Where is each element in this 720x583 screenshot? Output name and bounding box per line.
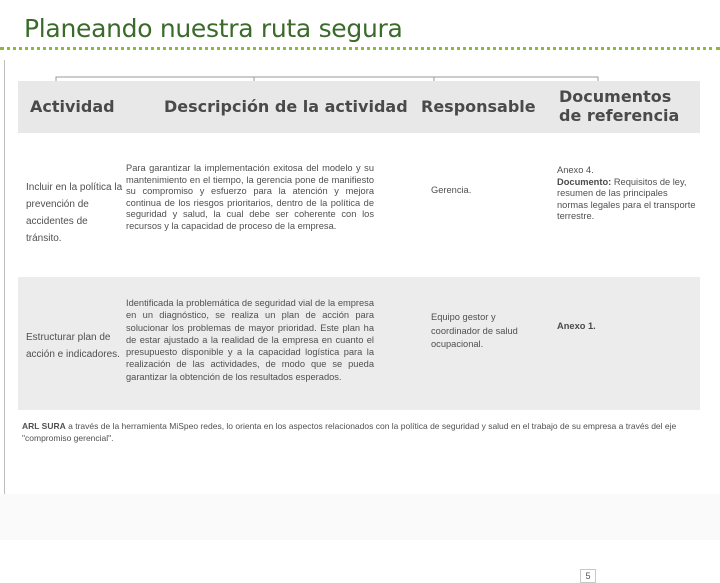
header-documentos	[559, 87, 699, 125]
header-responsable: Responsable	[421, 97, 536, 116]
descripcion-cell: Para garantizar la implementación exitosa del modelo y su mantenimiento en el tiempo, la gerencia pone de manifiesto su compromiso y esfuerzo para la atención y mejora continua de los riesgos prioritarios, dentro de la política de seguridad y salud, la cual debe ser coherente con los recursos y la capacidad de proceso de la empresa.	[126, 163, 374, 231]
descripcion-cell: Identificada la problemática de seguridad vial de la empresa en un diagnóstico, se realiza un plan de acción para solucionar los problemas de mayor prioridad. Este plan ha de estar ajustado a la realidad de la empresa en cuanto el presupuesto disponible y a la capacidad logística para la realización de las actividades, de modo que se pueda garantizar la obtención de los resultados esperados.	[126, 298, 374, 382]
documento-anexo: Anexo 4.	[557, 165, 594, 175]
title-dotted-underline	[0, 47, 720, 50]
left-margin-line	[4, 60, 5, 500]
responsable-cell: Equipo gestor y coordinador de salud ocupacional.	[431, 312, 518, 349]
actividad-cell: Estructurar plan de acción e indicadores.	[26, 332, 120, 360]
footer-text: a través de la herramienta MiSpeo redes, lo orienta en los aspectos relacionados con la política de seguridad y salud en el trabajo de su empresa a través del eje "compromiso gerencial".	[22, 421, 677, 443]
responsable-cell: Gerencia.	[431, 185, 472, 195]
footer-brand: ARL SURA	[22, 421, 66, 431]
header-descripcion: Descripción de la actividad	[164, 97, 408, 116]
footer-note	[22, 421, 698, 444]
documento-detail	[557, 177, 697, 223]
table-header-row	[18, 81, 700, 133]
documento-text: Requisitos de ley, resumen de las principales normas legales para el transporte terrestre.	[557, 176, 696, 221]
documento-label: Documento:	[557, 176, 612, 187]
document-image	[18, 76, 700, 581]
header-documentos-line2: de referencia	[559, 106, 680, 125]
documento-anexo: Anexo 1.	[557, 321, 596, 331]
actividad-cell: Incluir en la política la prevención de accidentes de tránsito.	[26, 182, 123, 244]
page-number: 5	[580, 569, 596, 583]
table-row	[18, 158, 700, 276]
header-documentos-line1: Documentos	[559, 87, 672, 106]
documentos-cell	[557, 165, 697, 223]
documentos-cell	[557, 321, 697, 333]
header-actividad: Actividad	[30, 97, 115, 116]
slide-bottom-area	[0, 494, 720, 540]
slide-title: Planeando nuestra ruta segura	[24, 14, 403, 43]
